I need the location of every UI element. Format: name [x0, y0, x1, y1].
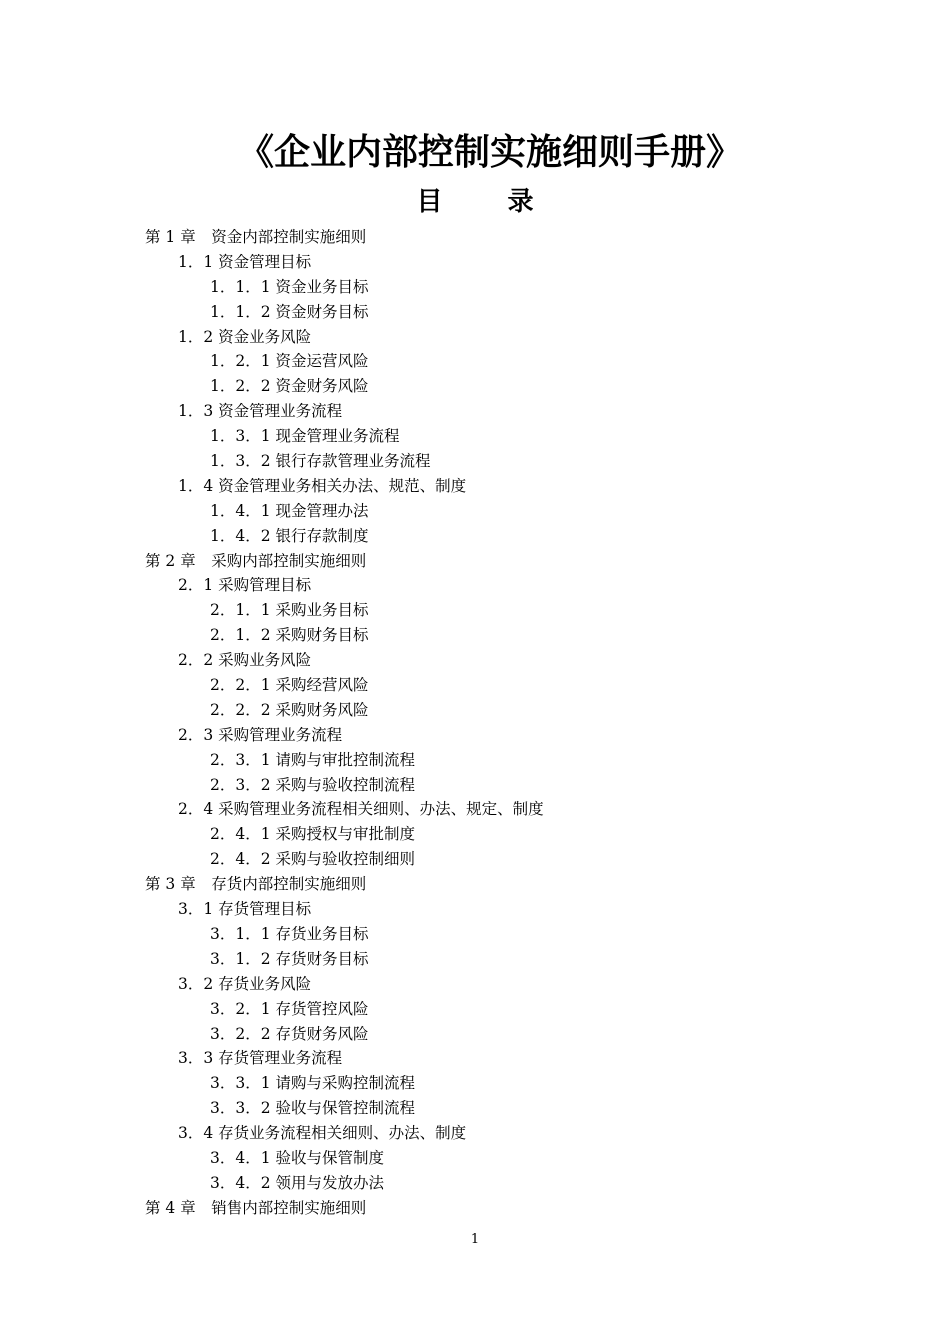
toc-section: 1．4 资金管理业务相关办法、规范、制度 [178, 476, 467, 495]
toc-subsection: 1．3．1 现金管理业务流程 [210, 427, 400, 446]
toc-section: 2．4 采购管理业务流程相关细则、办法、规定、制度 [178, 800, 544, 819]
toc-section: 3．1 存货管理目标 [178, 900, 312, 919]
toc-subsection: 2．2．2 采购财务风险 [210, 700, 369, 719]
toc-chapter: 第 4 章 销售内部控制实施细则 [145, 1198, 367, 1217]
toc-section: 1．3 资金管理业务流程 [178, 402, 343, 421]
toc-subsection: 2．1．2 采购财务目标 [210, 626, 369, 645]
toc-section: 3．3 存货管理业务流程 [178, 1049, 343, 1068]
toc-subsection: 1．2．1 资金运营风险 [210, 352, 369, 371]
toc-subsection: 3．1．1 存货业务目标 [210, 924, 369, 943]
toc-section: 1．2 资金业务风险 [178, 327, 312, 346]
toc-subsection: 1．3．2 银行存款管理业务流程 [210, 452, 431, 471]
toc-subsection: 3．1．2 存货财务目标 [210, 949, 369, 968]
toc-section: 2．3 采购管理业务流程 [178, 725, 343, 744]
page-number: 1 [470, 1232, 480, 1247]
table-of-contents [0, 225, 950, 1221]
toc-subsection: 1．4．1 现金管理办法 [210, 501, 369, 520]
toc-subsection: 1．1．1 资金业务目标 [210, 277, 369, 296]
toc-section: 2．2 采购业务风险 [178, 651, 312, 670]
toc-subsection: 1．2．2 资金财务风险 [210, 377, 369, 396]
toc-subsection: 2．4．2 采购与验收控制细则 [210, 850, 416, 869]
toc-section: 3．2 存货业务风险 [178, 974, 312, 993]
toc-subsection: 2．2．1 采购经营风险 [210, 676, 369, 695]
toc-chapter: 第 2 章 采购内部控制实施细则 [145, 551, 367, 570]
toc-subsection: 3．2．2 存货财务风险 [210, 1024, 369, 1043]
toc-subsection: 3．3．2 验收与保管控制流程 [210, 1099, 416, 1118]
toc-subsection: 2．1．1 采购业务目标 [210, 601, 369, 620]
toc-subsection: 1．1．2 资金财务目标 [210, 302, 369, 321]
toc-section: 1．1 资金管理目标 [178, 252, 312, 271]
toc-chapter: 第 3 章 存货内部控制实施细则 [145, 875, 367, 894]
toc-subsection: 3．2．1 存货管控风险 [210, 999, 369, 1018]
toc-section: 3．4 存货业务流程相关细则、办法、制度 [178, 1124, 467, 1143]
toc-chapter: 第 1 章 资金内部控制实施细则 [145, 228, 367, 246]
toc-heading: 目 录 [416, 187, 562, 217]
toc-subsection: 2．3．1 请购与审批控制流程 [210, 750, 416, 769]
toc-subsection: 3．4．2 领用与发放办法 [210, 1173, 385, 1192]
toc-subsection: 1．4．2 银行存款制度 [210, 526, 369, 545]
toc-subsection: 2．3．2 采购与验收控制流程 [210, 775, 416, 794]
toc-subsection: 3．4．1 验收与保管制度 [210, 1148, 385, 1167]
toc-subsection: 2．4．1 采购授权与审批制度 [210, 825, 416, 844]
toc-subsection: 3．3．1 请购与采购控制流程 [210, 1074, 416, 1093]
toc-section: 2．1 采购管理目标 [178, 576, 312, 595]
document-title: 《企业内部控制实施细则手册》 [237, 132, 742, 173]
